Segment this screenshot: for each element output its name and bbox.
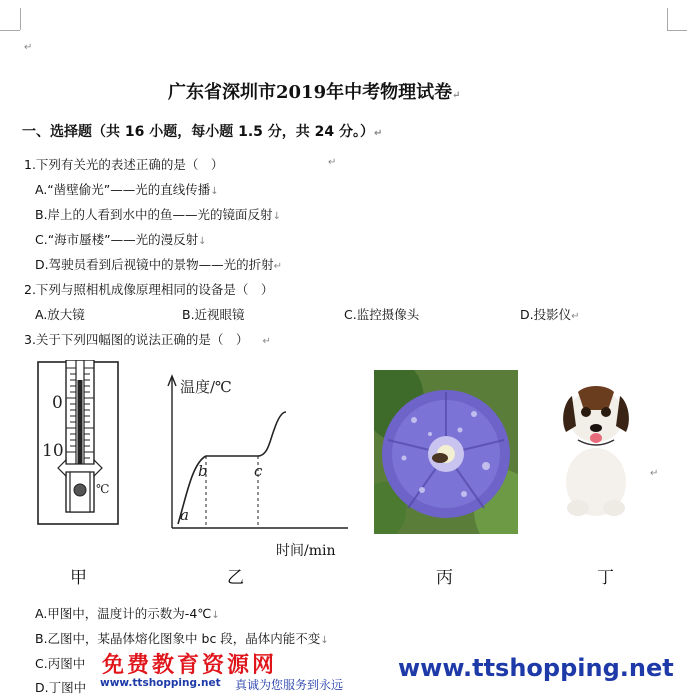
paragraph-mark: ↵ [24,42,33,53]
question-3-option-d [35,678,86,696]
line-break-mark: ↓ [272,211,281,222]
corner-mark-top-left [0,30,20,31]
line-break-mark: ↓ [210,186,219,197]
question-stem-text: 1.下列有关光的表述正确的是（ ） [24,157,224,172]
watermark-slogan: 真诚为您服务到永远 [235,678,344,692]
paragraph-mark: ↵ [262,336,271,347]
question-3-stem [24,330,271,348]
question-2-option-a [35,305,85,323]
question-1-stem [24,155,223,173]
option-text: A.“凿壁偷光”——光的直线传播 [35,182,211,197]
option-text: D.驾驶员看到后视镜中的景物——光的折射 [35,257,274,272]
title-text: 广东省深圳市2019年中考物理试卷 [168,82,453,103]
line-break-mark: ↓ [211,610,220,621]
question-1-option-b [35,205,281,223]
caption-bing: 丙 [436,568,453,588]
line-break-mark: ↓ [320,635,329,646]
option-text: D.丁图中 [35,680,87,695]
section-heading [22,121,382,141]
question-1-option-a [35,180,219,198]
puppy-photo [538,370,650,520]
question-2-option-b [182,305,245,323]
thermometer-tick-top: 0 [52,393,63,413]
corner-mark-top-left-v [20,8,21,30]
melting-graph-figure [158,368,358,558]
graph-point-b: b [198,462,208,480]
paragraph-mark: ↵ [650,468,659,479]
paragraph-mark: ↵ [452,90,461,101]
line-break-mark: ↓ [198,236,207,247]
caption-ding: 丁 [597,568,614,588]
watermark-url-small: www.ttshopping.net [100,677,221,689]
option-text: A.甲图中，温度计的示数为-4℃ [35,606,212,621]
paragraph-mark: ↵ [273,261,282,272]
question-3-option-a [35,604,220,622]
question-2-option-c [344,305,419,323]
question-2-stem [24,280,273,298]
option-text: A.放大镜 [35,307,85,322]
question-3-option-b [35,629,329,647]
option-text: D.投影仪 [520,307,572,322]
watermark-chinese: 免费教育资源网 [102,652,278,678]
corner-mark-top-right [667,30,687,31]
thermometer-figure [30,360,130,530]
caption-jia: 甲 [70,568,87,588]
question-stem-text: 2.下列与照相机成像原理相同的设备是（ ） [24,282,274,297]
watermark-url-large: www.ttshopping.net [398,654,674,682]
question-1-option-d [35,255,282,273]
option-text: B.岸上的人看到水中的鱼——光的镜面反射 [35,207,273,222]
caption-yi: 乙 [227,568,244,588]
morning-glory-photo [374,370,518,534]
paragraph-mark: ↵ [328,157,337,168]
graph-y-label: 温度/℃ [180,378,232,396]
option-text: B.乙图中，某晶体熔化图象中 bc 段，晶体内能不变 [35,631,321,646]
graph-point-c: c [254,462,263,480]
thermometer-tick-bottom: 10 [42,441,64,461]
question-3-option-c [35,654,85,672]
question-1-option-c [35,230,207,248]
question-stem-text: 3.关于下列四幅图的说法正确的是（ ） [24,332,249,347]
paragraph-mark: ↵ [374,128,383,139]
option-text: B.近视眼镜 [182,307,245,322]
option-text: C.监控摄像头 [344,307,420,322]
question-2-option-d [520,305,580,323]
thermometer-unit: ℃ [96,482,110,496]
paragraph-mark: ↵ [571,311,580,322]
corner-mark-top-right-v [667,8,668,30]
graph-x-label: 时间/min [276,543,336,559]
section-heading-text: 一、选择题（共 16 小题，每小题 1.5 分，共 24 分。） [22,124,375,140]
document-title [168,78,461,104]
graph-point-a: a [180,506,189,524]
option-text: C.“海市蜃楼”——光的漫反射 [35,232,199,247]
option-text: C.丙图中 [35,656,86,671]
